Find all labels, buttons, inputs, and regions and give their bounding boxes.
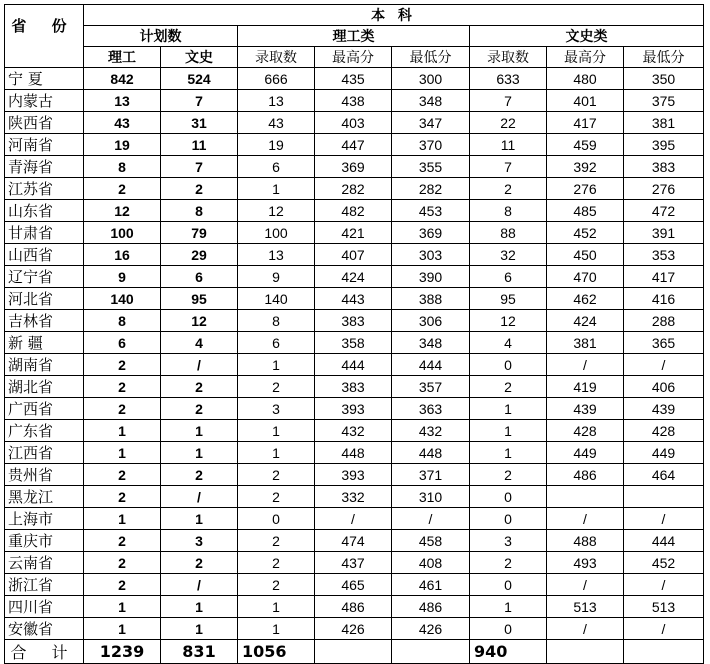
science-max-cell: 383 (315, 376, 392, 398)
science-count-cell: 1 (238, 354, 315, 376)
arts-count-cell: 0 (470, 508, 547, 530)
arts-count-cell: 0 (470, 574, 547, 596)
arts-min-cell: 395 (624, 134, 704, 156)
arts-count-cell: 2 (470, 178, 547, 200)
science-min-cell: 458 (392, 530, 470, 552)
plan-arts-cell: 31 (161, 112, 238, 134)
province-name: 河北省 (5, 288, 84, 310)
science-min-cell: 348 (392, 90, 470, 112)
arts-max-cell: 439 (547, 398, 624, 420)
admission-table (4, 4, 704, 664)
province-name: 青海省 (5, 156, 84, 178)
arts-min-cell: 381 (624, 112, 704, 134)
plan-science-cell: 2 (84, 464, 161, 486)
arts-min-cell: 353 (624, 244, 704, 266)
science-count-cell: 140 (238, 288, 315, 310)
arts-max-cell: 450 (547, 244, 624, 266)
table-row (5, 178, 704, 200)
province-name: 黑龙江 (5, 486, 84, 508)
province-name: 湖南省 (5, 354, 84, 376)
science-min-cell: 390 (392, 266, 470, 288)
plan-arts-cell: 11 (161, 134, 238, 156)
plan-arts-cell: 1 (161, 618, 238, 640)
science-max-cell: 482 (315, 200, 392, 222)
science-min-cell: 363 (392, 398, 470, 420)
plan-arts-cell: 8 (161, 200, 238, 222)
province-name: 江苏省 (5, 178, 84, 200)
plan-arts-cell: 1 (161, 508, 238, 530)
arts-max-cell: 459 (547, 134, 624, 156)
plan-science-cell: 12 (84, 200, 161, 222)
arts-min-cell: 383 (624, 156, 704, 178)
science-header: 理工类 (238, 26, 470, 47)
table-row (5, 112, 704, 134)
arts-count-cell: 1 (470, 442, 547, 464)
plan-science-cell: 2 (84, 354, 161, 376)
science-min-cell: 408 (392, 552, 470, 574)
arts-max-cell: 470 (547, 266, 624, 288)
arts-header: 文史类 (470, 26, 704, 47)
arts-max-cell: 488 (547, 530, 624, 552)
science-count-cell: 666 (238, 68, 315, 90)
arts-count-cell: 1 (470, 596, 547, 618)
sci-min-header: 最低分 (392, 47, 470, 68)
arts-min-cell: 472 (624, 200, 704, 222)
science-min-cell: 306 (392, 310, 470, 332)
science-count-cell: 1 (238, 618, 315, 640)
science-min-cell: 282 (392, 178, 470, 200)
table-row (5, 552, 704, 574)
arts-min-cell: 464 (624, 464, 704, 486)
table-row (5, 398, 704, 420)
science-count-cell: 6 (238, 332, 315, 354)
science-count-cell: 9 (238, 266, 315, 288)
plan-arts-cell: 7 (161, 90, 238, 112)
science-max-cell: 393 (315, 398, 392, 420)
plan-science-cell: 1 (84, 618, 161, 640)
arts-max-cell: / (547, 354, 624, 376)
province-name: 山西省 (5, 244, 84, 266)
table-row (5, 332, 704, 354)
province-name: 广西省 (5, 398, 84, 420)
province-name: 四川省 (5, 596, 84, 618)
science-count-cell: 2 (238, 530, 315, 552)
plan-arts-cell: 1 (161, 442, 238, 464)
arts-min-cell: 350 (624, 68, 704, 90)
arts-max-cell: 401 (547, 90, 624, 112)
science-max-cell: 332 (315, 486, 392, 508)
plan-science-cell: 2 (84, 530, 161, 552)
total-row (5, 640, 704, 664)
science-count-cell: 2 (238, 376, 315, 398)
science-min-cell: 486 (392, 596, 470, 618)
table-row (5, 200, 704, 222)
arts-count-cell: 12 (470, 310, 547, 332)
science-count-cell: 1 (238, 178, 315, 200)
province-name: 贵州省 (5, 464, 84, 486)
arts-min-cell: 513 (624, 596, 704, 618)
plan-science-cell: 2 (84, 178, 161, 200)
arts-max-cell: 513 (547, 596, 624, 618)
science-max-cell: / (315, 508, 392, 530)
arts-min-cell: 365 (624, 332, 704, 354)
arts-count-cell: 32 (470, 244, 547, 266)
plan-science-cell: 8 (84, 156, 161, 178)
province-name: 上海市 (5, 508, 84, 530)
science-min-cell: 432 (392, 420, 470, 442)
science-min-cell: / (392, 508, 470, 530)
arts-min-cell: 391 (624, 222, 704, 244)
total-empty-2 (392, 640, 470, 664)
plan-arts-cell: 6 (161, 266, 238, 288)
arts-count-cell: 1 (470, 398, 547, 420)
arts-count-cell: 88 (470, 222, 547, 244)
arts-max-header: 最高分 (547, 47, 624, 68)
plan-science-cell: 8 (84, 310, 161, 332)
science-count-cell: 19 (238, 134, 315, 156)
table-row (5, 244, 704, 266)
province-name: 陕西省 (5, 112, 84, 134)
arts-count-cell: 0 (470, 618, 547, 640)
table-row (5, 354, 704, 376)
science-min-cell: 369 (392, 222, 470, 244)
science-max-cell: 369 (315, 156, 392, 178)
science-count-cell: 12 (238, 200, 315, 222)
arts-min-cell: 444 (624, 530, 704, 552)
arts-max-cell: / (547, 618, 624, 640)
science-min-cell: 370 (392, 134, 470, 156)
arts-count-cell: 7 (470, 90, 547, 112)
science-count-cell: 2 (238, 552, 315, 574)
plan-science-cell: 2 (84, 552, 161, 574)
arts-min-cell: 428 (624, 420, 704, 442)
arts-min-cell: 452 (624, 552, 704, 574)
science-count-cell: 13 (238, 90, 315, 112)
arts-count-cell: 2 (470, 464, 547, 486)
plan-arts-cell: 2 (161, 398, 238, 420)
province-name: 江西省 (5, 442, 84, 464)
table-row (5, 442, 704, 464)
science-max-cell: 407 (315, 244, 392, 266)
plan-science-cell: 1 (84, 508, 161, 530)
total-empty-4 (624, 640, 704, 664)
table-row (5, 90, 704, 112)
province-name: 云南省 (5, 552, 84, 574)
science-count-cell: 13 (238, 244, 315, 266)
plan-science-cell: 100 (84, 222, 161, 244)
total-label: 合 计 (5, 640, 84, 664)
plan-arts-cell: / (161, 574, 238, 596)
total-science-count: 1056 (238, 640, 315, 664)
arts-count-cell: 633 (470, 68, 547, 90)
science-count-cell: 1 (238, 596, 315, 618)
plan-science-cell: 842 (84, 68, 161, 90)
plan-science-header: 理工 (84, 47, 161, 68)
arts-min-cell: 375 (624, 90, 704, 112)
plan-arts-cell: 2 (161, 552, 238, 574)
plan-arts-cell: 3 (161, 530, 238, 552)
arts-min-cell: 417 (624, 266, 704, 288)
arts-count-cell: 4 (470, 332, 547, 354)
science-max-cell: 393 (315, 464, 392, 486)
total-plan-arts: 831 (161, 640, 238, 664)
province-name: 河南省 (5, 134, 84, 156)
table-row (5, 222, 704, 244)
arts-min-cell: 416 (624, 288, 704, 310)
arts-min-cell: 449 (624, 442, 704, 464)
plan-arts-cell: 12 (161, 310, 238, 332)
table-row (5, 596, 704, 618)
table-row (5, 156, 704, 178)
arts-min-cell: 406 (624, 376, 704, 398)
science-max-cell: 447 (315, 134, 392, 156)
science-max-cell: 421 (315, 222, 392, 244)
arts-count-cell: 22 (470, 112, 547, 134)
arts-count-cell: 3 (470, 530, 547, 552)
province-name: 宁 夏 (5, 68, 84, 90)
table-row (5, 310, 704, 332)
plan-science-cell: 9 (84, 266, 161, 288)
science-max-cell: 383 (315, 310, 392, 332)
arts-count-cell: 0 (470, 354, 547, 376)
science-min-cell: 357 (392, 376, 470, 398)
total-arts-count: 940 (470, 640, 547, 664)
science-count-cell: 2 (238, 486, 315, 508)
table-body (5, 68, 704, 640)
arts-max-cell: 480 (547, 68, 624, 90)
province-name: 辽宁省 (5, 266, 84, 288)
arts-count-cell: 2 (470, 552, 547, 574)
science-min-cell: 348 (392, 332, 470, 354)
plan-arts-cell: 4 (161, 332, 238, 354)
plan-science-cell: 2 (84, 398, 161, 420)
science-count-cell: 6 (238, 156, 315, 178)
plan-science-cell: 6 (84, 332, 161, 354)
science-min-cell: 448 (392, 442, 470, 464)
arts-min-cell: / (624, 574, 704, 596)
plan-header: 计划数 (84, 26, 238, 47)
plan-arts-cell: 2 (161, 464, 238, 486)
arts-min-cell: / (624, 618, 704, 640)
science-max-cell: 426 (315, 618, 392, 640)
science-max-cell: 474 (315, 530, 392, 552)
arts-max-cell: 424 (547, 310, 624, 332)
plan-arts-cell: / (161, 486, 238, 508)
arts-min-cell: 288 (624, 310, 704, 332)
arts-count-cell: 1 (470, 420, 547, 442)
plan-science-cell: 19 (84, 134, 161, 156)
arts-max-cell: 428 (547, 420, 624, 442)
arts-min-cell: / (624, 354, 704, 376)
science-count-cell: 3 (238, 398, 315, 420)
science-max-cell: 438 (315, 90, 392, 112)
table-row (5, 376, 704, 398)
plan-science-cell: 1 (84, 420, 161, 442)
science-min-cell: 300 (392, 68, 470, 90)
science-count-cell: 2 (238, 574, 315, 596)
plan-arts-header: 文史 (161, 47, 238, 68)
science-count-cell: 100 (238, 222, 315, 244)
plan-arts-cell: 2 (161, 178, 238, 200)
science-max-cell: 448 (315, 442, 392, 464)
province-name: 甘肃省 (5, 222, 84, 244)
arts-min-cell: 276 (624, 178, 704, 200)
table-header (5, 5, 704, 68)
province-name: 吉林省 (5, 310, 84, 332)
province-header: 省 份 (5, 5, 84, 68)
province-name: 重庆市 (5, 530, 84, 552)
total-empty-3 (547, 640, 624, 664)
arts-count-header: 录取数 (470, 47, 547, 68)
province-name: 湖北省 (5, 376, 84, 398)
table-row (5, 266, 704, 288)
science-max-cell: 486 (315, 596, 392, 618)
plan-science-cell: 2 (84, 376, 161, 398)
arts-count-cell: 2 (470, 376, 547, 398)
province-name: 内蒙古 (5, 90, 84, 112)
arts-max-cell: 452 (547, 222, 624, 244)
arts-min-header: 最低分 (624, 47, 704, 68)
science-min-cell: 371 (392, 464, 470, 486)
arts-max-cell: 485 (547, 200, 624, 222)
plan-arts-cell: 2 (161, 376, 238, 398)
science-count-cell: 1 (238, 442, 315, 464)
sci-count-header: 录取数 (238, 47, 315, 68)
table-row (5, 618, 704, 640)
plan-arts-cell: 1 (161, 596, 238, 618)
arts-max-cell: 449 (547, 442, 624, 464)
plan-arts-cell: 524 (161, 68, 238, 90)
plan-science-cell: 1 (84, 596, 161, 618)
table-row (5, 288, 704, 310)
science-min-cell: 347 (392, 112, 470, 134)
science-count-cell: 43 (238, 112, 315, 134)
table-row (5, 134, 704, 156)
science-max-cell: 437 (315, 552, 392, 574)
plan-arts-cell: 1 (161, 420, 238, 442)
total-plan-science: 1239 (84, 640, 161, 664)
arts-max-cell: 419 (547, 376, 624, 398)
arts-max-cell: 276 (547, 178, 624, 200)
science-min-cell: 355 (392, 156, 470, 178)
plan-arts-cell: 29 (161, 244, 238, 266)
science-max-cell: 424 (315, 266, 392, 288)
plan-science-cell: 13 (84, 90, 161, 112)
table-row (5, 420, 704, 442)
science-max-cell: 403 (315, 112, 392, 134)
science-max-cell: 358 (315, 332, 392, 354)
arts-max-cell: 392 (547, 156, 624, 178)
arts-max-cell: 381 (547, 332, 624, 354)
science-count-cell: 0 (238, 508, 315, 530)
arts-count-cell: 6 (470, 266, 547, 288)
arts-count-cell: 0 (470, 486, 547, 508)
science-max-cell: 432 (315, 420, 392, 442)
plan-science-cell: 43 (84, 112, 161, 134)
arts-max-cell: / (547, 508, 624, 530)
table-row (5, 464, 704, 486)
table-row (5, 486, 704, 508)
arts-count-cell: 95 (470, 288, 547, 310)
arts-count-cell: 11 (470, 134, 547, 156)
plan-arts-cell: 7 (161, 156, 238, 178)
arts-count-cell: 8 (470, 200, 547, 222)
plan-arts-cell: / (161, 354, 238, 376)
science-min-cell: 426 (392, 618, 470, 640)
science-count-cell: 2 (238, 464, 315, 486)
arts-max-cell: 486 (547, 464, 624, 486)
plan-arts-cell: 95 (161, 288, 238, 310)
science-count-cell: 8 (238, 310, 315, 332)
science-count-cell: 1 (238, 420, 315, 442)
province-name: 山东省 (5, 200, 84, 222)
science-min-cell: 461 (392, 574, 470, 596)
science-max-cell: 465 (315, 574, 392, 596)
table-row (5, 574, 704, 596)
science-max-cell: 282 (315, 178, 392, 200)
table-row (5, 508, 704, 530)
plan-science-cell: 2 (84, 486, 161, 508)
science-min-cell: 453 (392, 200, 470, 222)
science-min-cell: 388 (392, 288, 470, 310)
arts-max-cell: 462 (547, 288, 624, 310)
plan-science-cell: 140 (84, 288, 161, 310)
province-name: 安徽省 (5, 618, 84, 640)
plan-arts-cell: 79 (161, 222, 238, 244)
province-name: 新 疆 (5, 332, 84, 354)
total-empty-1 (315, 640, 392, 664)
science-max-cell: 435 (315, 68, 392, 90)
province-name: 浙江省 (5, 574, 84, 596)
province-name: 广东省 (5, 420, 84, 442)
plan-science-cell: 16 (84, 244, 161, 266)
sci-max-header: 最高分 (315, 47, 392, 68)
science-min-cell: 444 (392, 354, 470, 376)
arts-max-cell: 417 (547, 112, 624, 134)
arts-max-cell: / (547, 574, 624, 596)
science-max-cell: 443 (315, 288, 392, 310)
science-max-cell: 444 (315, 354, 392, 376)
arts-max-cell: 493 (547, 552, 624, 574)
arts-min-cell: / (624, 508, 704, 530)
arts-max-cell (547, 486, 624, 508)
table-row (5, 68, 704, 90)
arts-min-cell (624, 486, 704, 508)
arts-count-cell: 7 (470, 156, 547, 178)
table-row (5, 530, 704, 552)
science-min-cell: 303 (392, 244, 470, 266)
arts-min-cell: 439 (624, 398, 704, 420)
science-min-cell: 310 (392, 486, 470, 508)
plan-science-cell: 2 (84, 574, 161, 596)
undergrad-header: 本 科 (84, 5, 704, 26)
plan-science-cell: 1 (84, 442, 161, 464)
